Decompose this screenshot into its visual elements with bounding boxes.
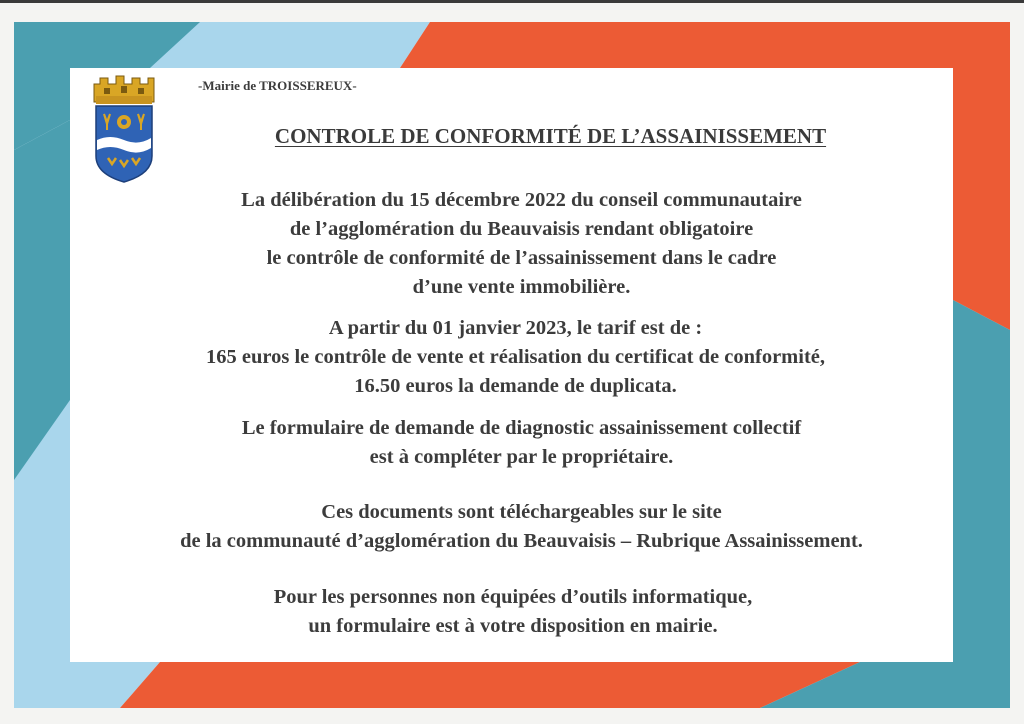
text-line: Ces documents sont téléchargeables sur le site xyxy=(321,501,722,523)
mairie-label: -Mairie de TROISSEREUX- xyxy=(198,78,357,93)
paragraph-mairie xyxy=(70,583,953,641)
paragraph-documents xyxy=(70,498,953,556)
text-line: d’une vente immobilière. xyxy=(412,276,631,298)
page-title-text: CONTROLE DE CONFORMITÉ DE L’ASSAINISSEMENT xyxy=(274,124,827,148)
text-line: Le formulaire de demande de diagnostic assainissement collectif xyxy=(241,417,802,439)
paragraph-tarif xyxy=(70,314,953,401)
text-line: de l’agglomération du Beauvaisis rendant obligatoire xyxy=(289,218,754,240)
text-line: est à compléter par le propriétaire. xyxy=(369,446,674,468)
page-title xyxy=(70,124,953,149)
text-line: le contrôle de conformité de l’assainissement dans le cadre xyxy=(266,247,777,269)
text-line: A partir du 01 janvier 2023, le tarif est de : xyxy=(328,317,703,339)
paragraph-formulaire xyxy=(70,414,953,472)
text-line: un formulaire est à votre disposition en mairie. xyxy=(308,615,718,637)
scan-edge xyxy=(0,0,1024,3)
notice-card xyxy=(70,68,953,662)
text-line: 16.50 euros la demande de duplicata. xyxy=(354,375,677,397)
text-line: La délibération du 15 décembre 2022 du conseil communautaire xyxy=(241,189,802,211)
text-line: Pour les personnes non équipées d’outils informatique, xyxy=(273,586,753,608)
paragraph-deliberation xyxy=(70,186,953,302)
text-line: de la communauté d’agglomération du Beauvaisis – Rubrique Assainissement. xyxy=(180,530,863,552)
text-line: 165 euros le contrôle de vente et réalisation du certificat de conformité, xyxy=(205,346,825,368)
